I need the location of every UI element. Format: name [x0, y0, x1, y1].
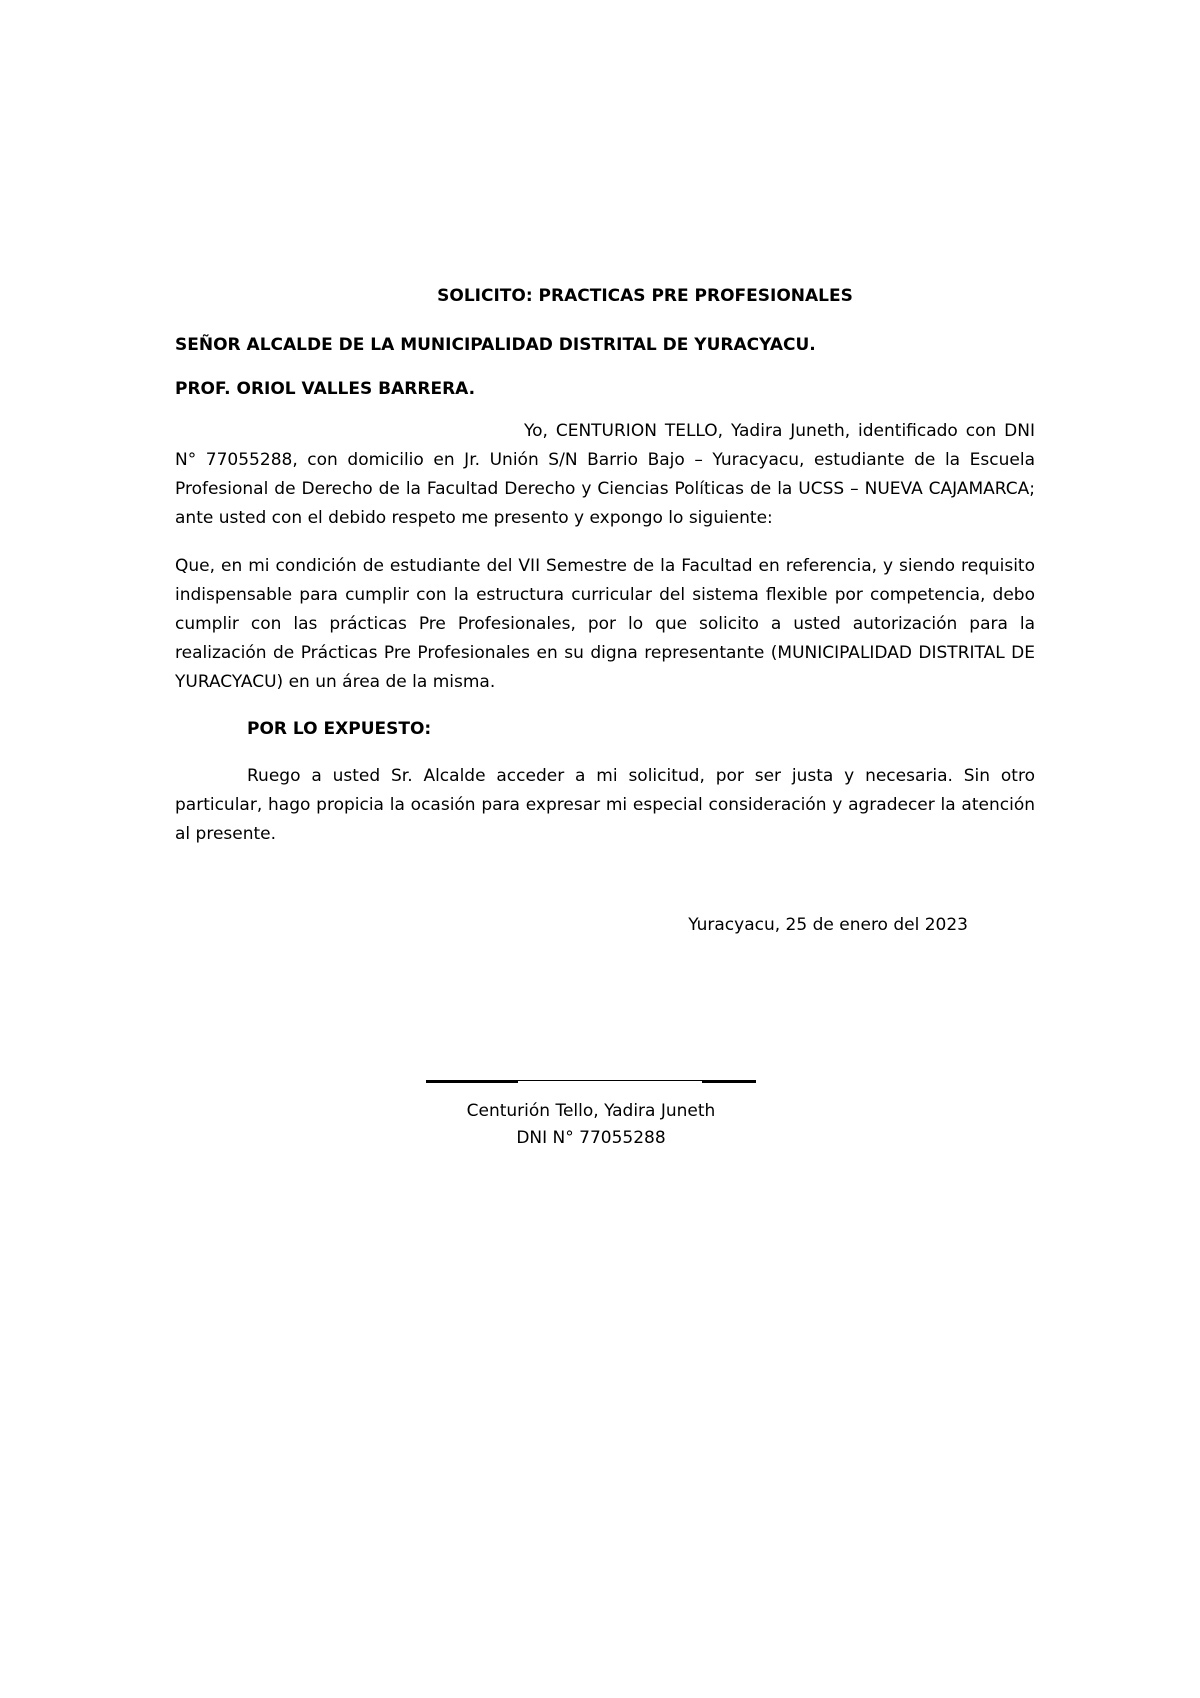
request-paragraph: Que, en mi condición de estudiante del VII Semestre de la Facultad en referencia, y siendo requisito indispensable para cumplir con la estructura curricular del sistema flexible por competencia, debo cumplir con las prácticas Pre Profesionales, por lo que solicito a usted autorización para la realización de Prácticas Pre Profesionales en su digna representante (MUNICIPALIDAD DISTRITAL DE YURACYACU) en un área de la misma.: [175, 556, 1035, 692]
signatory-name: Centurión Tello, Yadira Juneth: [466, 1101, 716, 1121]
signatory-dni: DNI N° 77055288: [516, 1128, 666, 1148]
intro-paragraph: Yo, CENTURION TELLO, Yadira Juneth, identificado con DNI N° 77055288, con domicilio en Jr. Unión S/N Barrio Bajo – Yuracyacu, estudiante de la Escuela Profesional de Derecho de la Facultad Derecho y Ciencias Políticas de la UCSS – NUEVA CAJAMARCA; ante usted con el debido respeto me presento y expongo lo siguiente:: [175, 421, 1035, 528]
subject-heading: SOLICITO: PRACTICAS PRE PROFESIONALES: [437, 286, 853, 306]
addressee-name: PROF. ORIOL VALLES BARRERA.: [175, 379, 476, 399]
closing-paragraph: Ruego a usted Sr. Alcalde acceder a mi solicitud, por ser justa y necesaria. Sin otro particular, hago propicia la ocasión para expresar mi especial consideración y agradecer la atención al presente.: [175, 766, 1035, 844]
place-date: Yuracyacu, 25 de enero del 2023: [688, 915, 968, 935]
addressee-title: SEÑOR ALCALDE DE LA MUNICIPALIDAD DISTRITAL DE YURACYACU.: [175, 335, 816, 355]
expuesto-heading: POR LO EXPUESTO:: [247, 719, 432, 739]
